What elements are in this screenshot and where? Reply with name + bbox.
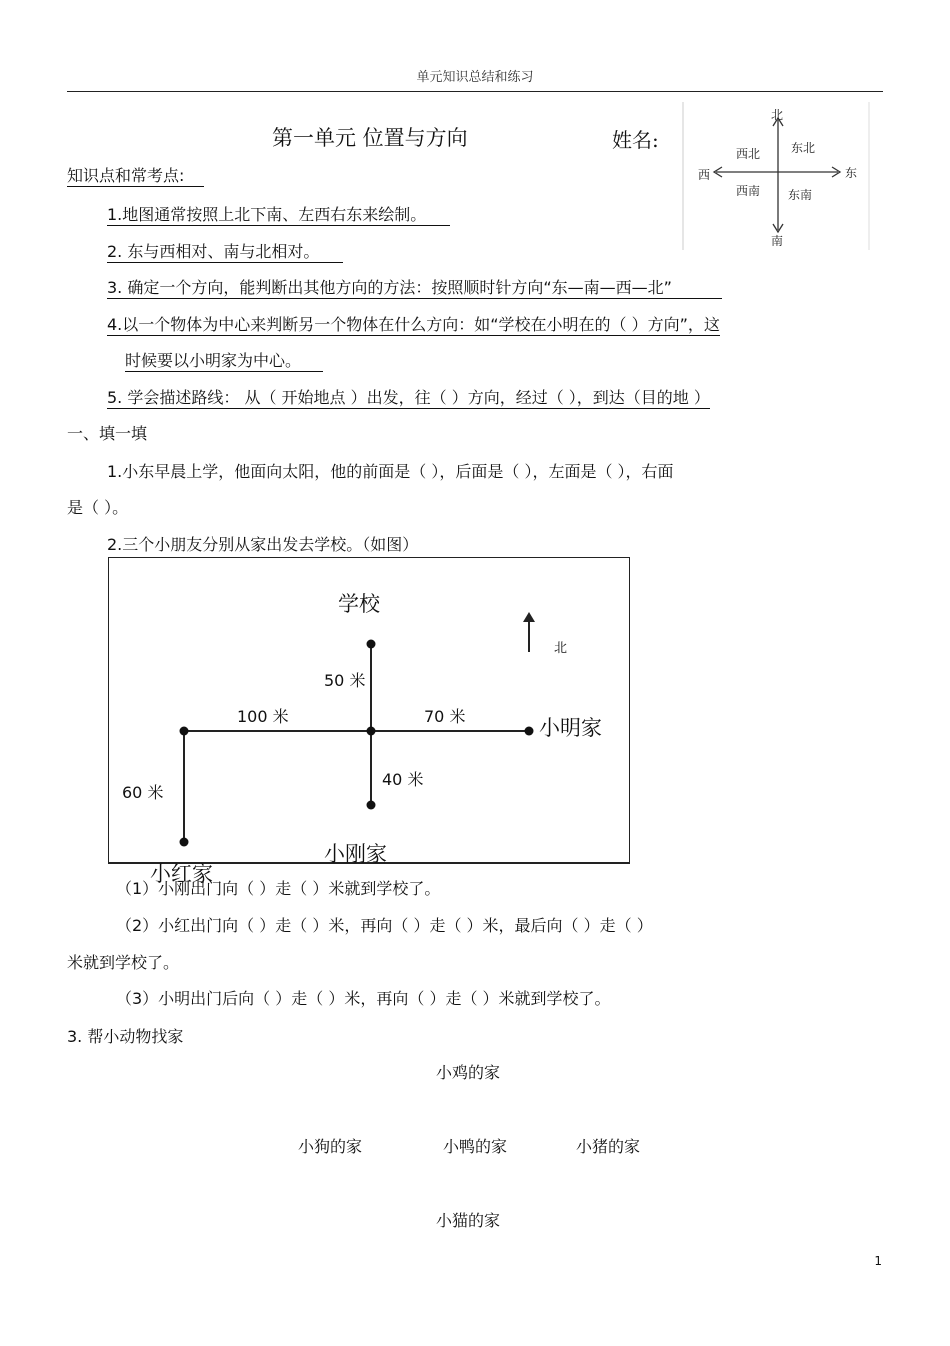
compass-northwest: 西北 <box>736 147 761 161</box>
question-1: 1.小东早晨上学，他面向太阳，他的前面是（ ），后面是（ ），左面是（ ），右面 <box>107 462 674 481</box>
duck-home-label: 小鸭的家 <box>443 1137 508 1156</box>
compass-cross-icon <box>682 102 872 250</box>
knowledge-heading: 知识点和常考点: <box>67 166 204 186</box>
sub-question-2: （2）小红出门向（ ）走（ ）米，再向（ ）走（ ）米，最后向（ ）走（ ） <box>116 916 653 935</box>
compass-southwest: 西南 <box>736 184 761 198</box>
sub-question-2-cont: 米就到学校了。 <box>67 953 180 972</box>
sub-question-3: （3）小明出门后向（ ）走（ ）米，再向（ ）走（ ）米就到学校了。 <box>116 989 611 1008</box>
dog-home-label: 小狗的家 <box>298 1137 363 1156</box>
map-distance-40: 40 米 <box>382 770 424 789</box>
knowledge-point-4-cont: 时候要以小明家为中心。 <box>125 351 323 371</box>
compass-north: 北 <box>771 108 784 122</box>
map-north-label: 北 <box>554 641 568 656</box>
page-number: 1 <box>874 1254 882 1268</box>
compass-southeast: 东南 <box>788 188 813 202</box>
page-header: 单元知识总结和练习 <box>416 70 534 85</box>
compass-northeast: 东北 <box>791 141 816 155</box>
map-xiaohong-home: 小红家 <box>150 862 213 886</box>
knowledge-point-4: 4.以一个物体为中心来判断另一个物体在什么方向：如“学校在小明在的（ ）方向”，这 <box>107 315 720 334</box>
route-map <box>108 557 630 864</box>
question-1-cont: 是（ ）。 <box>67 498 129 517</box>
map-school-label: 学校 <box>338 592 380 616</box>
page-title: 第一单元 位置与方向 <box>272 126 468 150</box>
section-heading: 一、填一填 <box>67 424 148 443</box>
compass-rose <box>682 102 872 250</box>
map-distance-50: 50 米 <box>324 671 366 690</box>
knowledge-point-2: 2. 东与西相对、南与北相对。 <box>107 242 343 262</box>
knowledge-point-1: 1.地图通常按照上北下南、左西右东来绘制。 <box>107 205 450 225</box>
compass-west: 西 <box>698 168 711 182</box>
header-divider <box>67 91 883 92</box>
compass-south: 南 <box>771 234 784 248</box>
map-distance-60: 60 米 <box>122 783 164 802</box>
question-2: 2.三个小朋友分别从家出发去学校。（如图） <box>107 535 419 554</box>
map-xiaoming-home: 小明家 <box>539 716 602 740</box>
knowledge-point-3: 3. 确定一个方向，能判断出其他方向的方法：按照顺时针方向“东—南—西—北” <box>107 278 722 298</box>
chick-home-label: 小鸡的家 <box>436 1063 501 1082</box>
map-distance-100: 100 米 <box>237 707 289 726</box>
name-label: 姓名: <box>612 128 659 152</box>
compass-east: 东 <box>845 166 858 180</box>
map-xiaogang-home: 小刚家 <box>324 842 387 866</box>
cat-home-label: 小猫的家 <box>436 1211 501 1230</box>
map-distance-70: 70 米 <box>424 707 466 726</box>
sub-question-1: （1）小刚出门向（ ）走（ ）米就到学校了。 <box>116 879 441 898</box>
pig-home-label: 小猪的家 <box>576 1137 641 1156</box>
knowledge-point-5: 5. 学会描述路线： 从（ 开始地点 ）出发，往（ ）方向，经过（ ），到达（目的地 ） <box>107 388 710 407</box>
question-3: 3. 帮小动物找家 <box>67 1027 184 1046</box>
